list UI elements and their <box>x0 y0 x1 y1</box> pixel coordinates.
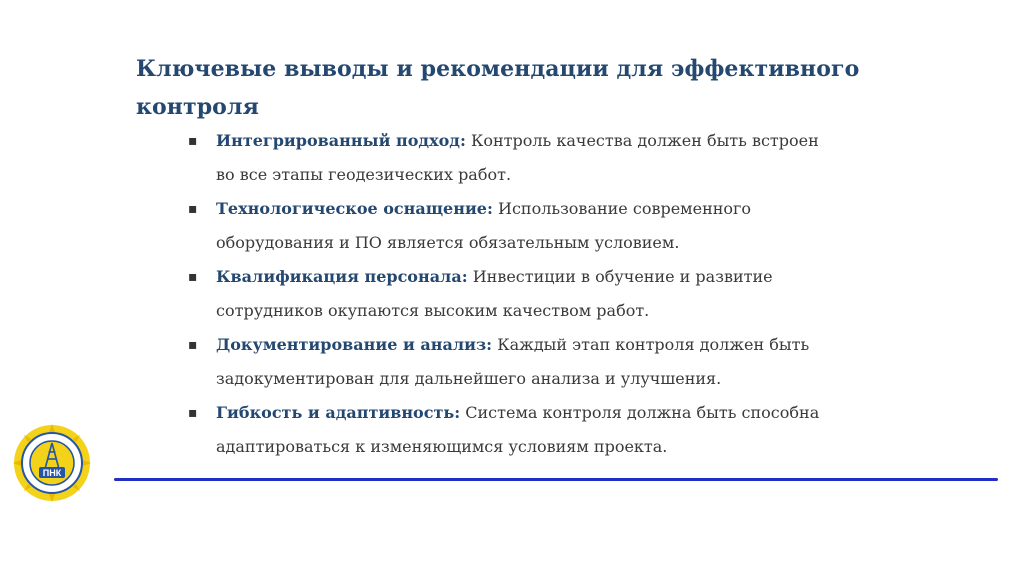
bullet-term: Гибкость и адаптивность: <box>216 403 461 422</box>
footer-rule <box>114 478 998 481</box>
bullet-term: Интегрированный подход: <box>216 131 466 150</box>
bullet-marker: ▪ <box>188 337 198 353</box>
bullet-text: Инвестиции в обучение и развитие <box>472 267 773 286</box>
bullet-item <box>188 124 888 192</box>
bullet-marker: ▪ <box>188 269 198 285</box>
bullet-text: Контроль качества должен быть встроен <box>470 131 819 150</box>
bullet-text: Использование современного <box>497 199 752 218</box>
bullet-marker: ▪ <box>188 201 198 217</box>
bullet-text-continued: задокументирован для дальнейшего анализа и улучшения. <box>216 369 722 388</box>
bullet-item <box>188 260 888 328</box>
bullet-text-continued: во все этапы геодезических работ. <box>216 165 512 184</box>
bullet-item <box>188 192 888 260</box>
bullet-term: Документирование и анализ: <box>216 335 493 354</box>
bullet-marker: ▪ <box>188 133 198 149</box>
bullet-text-continued: оборудования и ПО является обязательным условием. <box>216 233 680 252</box>
bullet-text-continued: сотрудников окупаются высоким качеством работ. <box>216 301 650 320</box>
bullet-text: Система контроля должна быть способна <box>465 403 820 422</box>
logo-text: ПНК <box>42 468 62 478</box>
bullet-text-continued: адаптироваться к изменяющимся условиям проекта. <box>216 437 668 456</box>
bullet-item <box>188 396 888 464</box>
bullet-text: Каждый этап контроля должен быть <box>497 335 810 354</box>
bullet-term: Технологическое оснащение: <box>216 199 493 218</box>
bullet-item <box>188 328 888 396</box>
bullet-list <box>188 124 888 464</box>
slide-title: Ключевые выводы и рекомендации для эффективного контроля <box>136 56 860 120</box>
bullet-marker: ▪ <box>188 405 198 421</box>
bullet-term: Квалификация персонала: <box>216 267 468 286</box>
company-logo-icon <box>12 423 92 503</box>
